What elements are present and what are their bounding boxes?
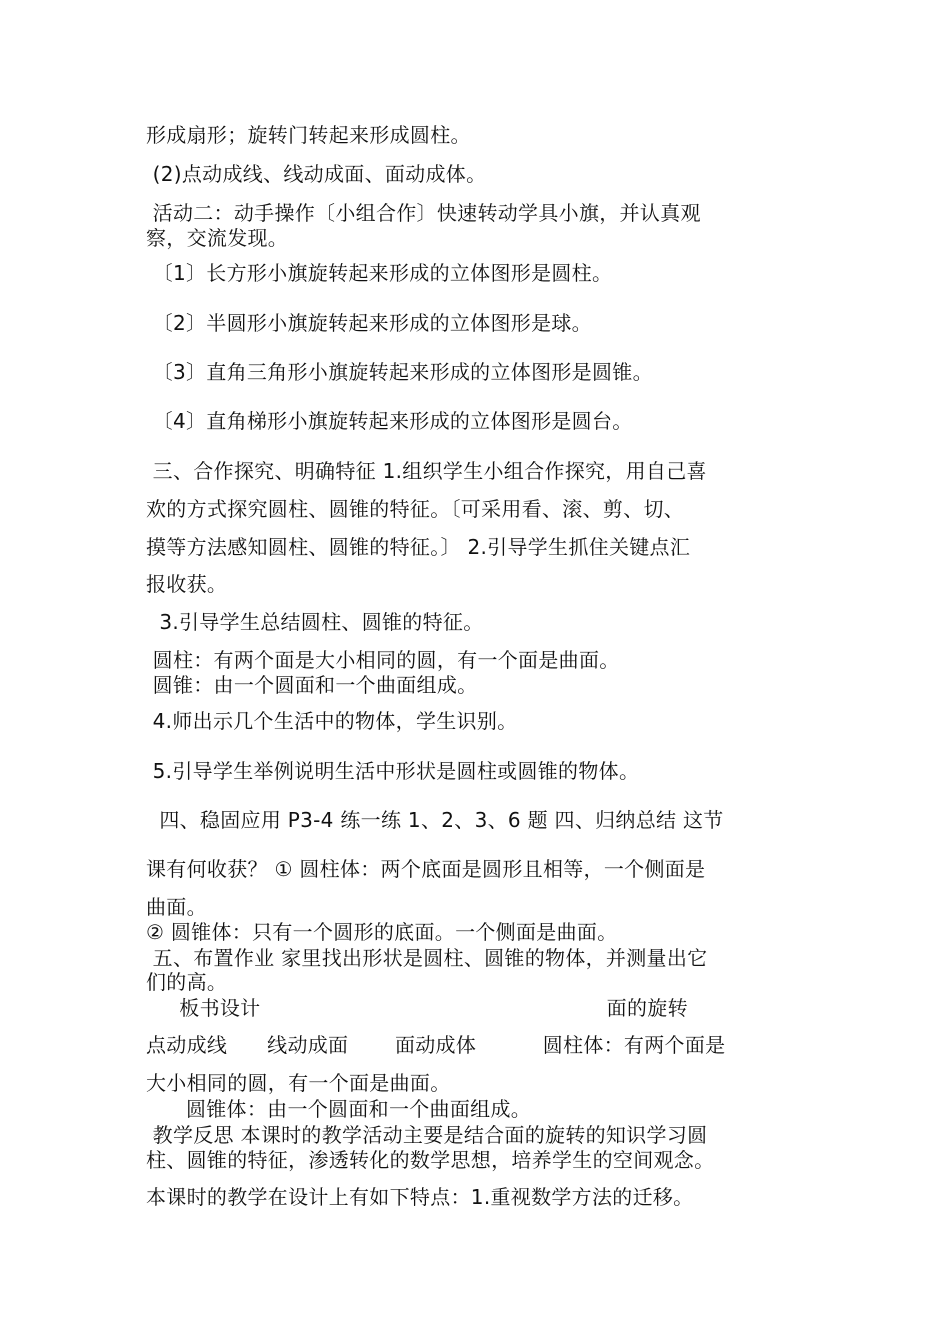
text-line xyxy=(146,535,690,559)
text-line-content: 柱、圆锥的特征，渗透转化的数学思想，培养学生的空间观念。 xyxy=(146,1148,715,1172)
text-line-content: 〔3〕直角三角形小旗旋转起来形成的立体图形是圆锥。 xyxy=(146,360,653,384)
text-line xyxy=(146,759,639,783)
text-line xyxy=(146,1148,714,1172)
text-line-content: 活动二：动手操作〔小组合作〕快速转动学具小旗，并认真观 xyxy=(146,201,701,225)
text-line xyxy=(146,261,612,285)
text-line-content: 三、合作探究、明确特征 1.组织学生小组合作探究，用自己喜 xyxy=(146,459,707,483)
text-line-content: 报收获。 xyxy=(146,572,228,596)
text-line-content: 圆锥：由一个圆面和一个曲面组成。 xyxy=(146,673,478,697)
text-line xyxy=(146,946,707,970)
text-line-content: 5.引导学生举例说明生活中形状是圆柱或圆锥的物体。 xyxy=(146,759,640,783)
text-line xyxy=(146,360,653,384)
text-line xyxy=(146,1097,531,1121)
text-line-content: 3.引导学生总结圆柱、圆锥的特征。 xyxy=(146,610,484,634)
text-line xyxy=(146,459,707,483)
text-line xyxy=(146,1033,725,1057)
text-line-content: 察，交流发现。 xyxy=(146,226,289,250)
text-line-content: 〔2〕半圆形小旗旋转起来形成的立体图形是球。 xyxy=(146,311,592,335)
text-line xyxy=(146,311,592,335)
text-line-content: 圆锥体：由一个圆面和一个曲面组成。 xyxy=(146,1097,532,1121)
text-line xyxy=(146,497,684,521)
text-line xyxy=(146,895,207,919)
text-line xyxy=(146,409,633,433)
text-line-content: 五、布置作业 家里找出形状是圆柱、圆锥的物体，并测量出它 xyxy=(146,946,708,970)
text-line xyxy=(146,920,618,944)
text-line-content: 四、稳固应用 P3-4 练一练 1、2、3、6 题 四、归纳总结 这节 xyxy=(146,808,724,832)
text-line xyxy=(146,162,486,186)
text-line xyxy=(146,201,701,225)
text-line-content: 大小相同的圆，有一个面是曲面。 xyxy=(146,1071,451,1095)
text-line xyxy=(146,610,484,634)
text-line-content: (2)点动成线、线动成面、面动成体。 xyxy=(146,162,487,186)
text-line xyxy=(146,226,288,250)
text-line xyxy=(146,709,517,733)
text-line xyxy=(146,1185,693,1209)
text-line xyxy=(146,572,227,596)
text-line-content: 摸等方法感知圆柱、圆锥的特征。〕 2.引导学生抓住关键点汇 xyxy=(146,535,691,559)
text-line xyxy=(146,996,688,1020)
text-line-content: 欢的方式探究圆柱、圆锥的特征。〔可采用看、滚、剪、切、 xyxy=(146,497,685,521)
text-line xyxy=(146,123,471,147)
text-line-content: 点动成线 线动成面 面动成体 圆柱体：有两个面是 xyxy=(146,1033,726,1057)
text-line xyxy=(146,808,724,832)
text-line-content: 本课时的教学在设计上有如下特点：1.重视数学方法的迁移。 xyxy=(146,1185,694,1209)
text-line-content: 〔1〕长方形小旗旋转起来形成的立体图形是圆柱。 xyxy=(146,261,613,285)
text-line xyxy=(146,673,477,697)
text-line-content: 4.师出示几个生活中的物体，学生识别。 xyxy=(146,709,518,733)
text-line-content: 们的高。 xyxy=(146,970,228,994)
text-line-content: 形成扇形；旋转门转起来形成圆柱。 xyxy=(146,123,471,147)
text-line-content: ② 圆锥体：只有一个圆形的底面。一个侧面是曲面。 xyxy=(146,920,618,944)
text-line xyxy=(146,1071,451,1095)
text-line-content: 课有何收获？ ① 圆柱体：两个底面是圆形且相等，一个侧面是 xyxy=(146,857,706,881)
text-line xyxy=(146,1123,707,1147)
text-line-content: 教学反思 本课时的教学活动主要是结合面的旋转的知识学习圆 xyxy=(146,1123,708,1147)
text-line xyxy=(146,857,705,881)
text-line xyxy=(146,648,620,672)
text-line-content: 曲面。 xyxy=(146,895,207,919)
text-line xyxy=(146,970,227,994)
text-line-content: 板书设计 面的旋转 xyxy=(146,996,688,1020)
text-line-content: 圆柱：有两个面是大小相同的圆，有一个面是曲面。 xyxy=(146,648,620,672)
text-line-content: 〔4〕直角梯形小旗旋转起来形成的立体图形是圆台。 xyxy=(146,409,633,433)
